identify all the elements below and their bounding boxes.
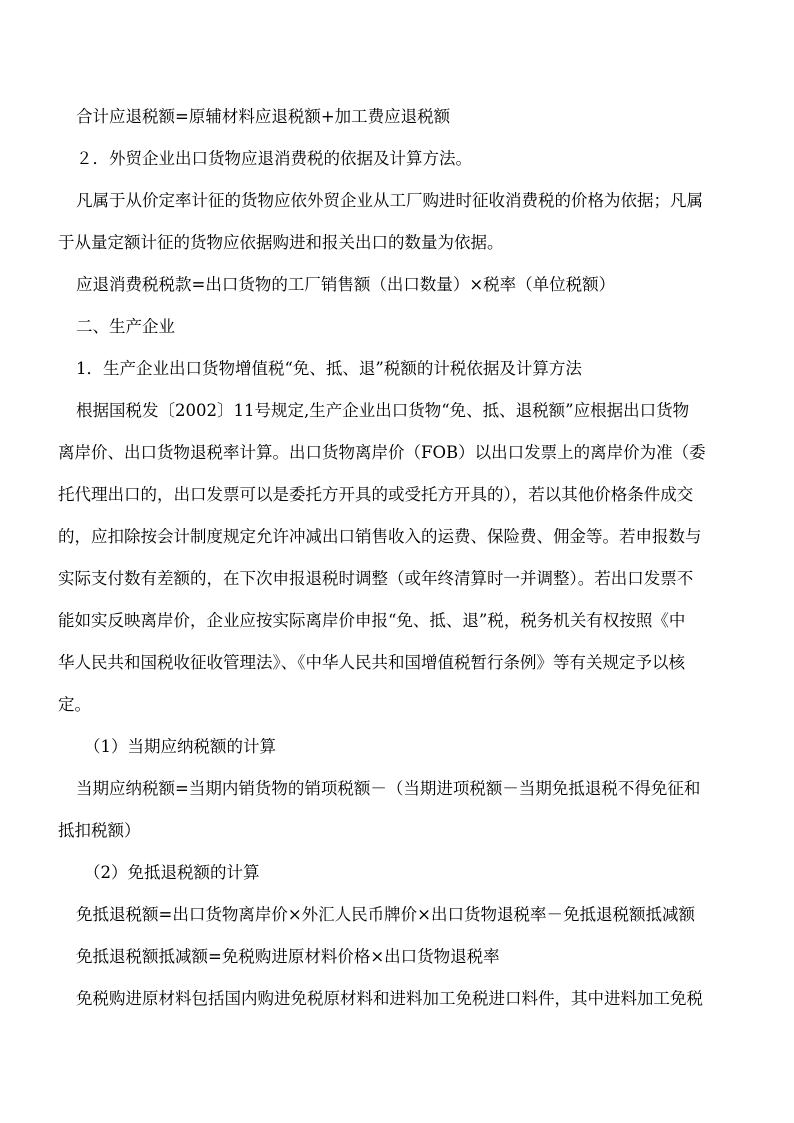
text-line-4: 于从量定额计征的货物应依据购进和报关出口的数量为依据。 bbox=[58, 233, 504, 252]
text-line-10: 托代理出口的，出口发票可以是委托方开具的或受托方开具的），若以其他价格条件成交 bbox=[58, 485, 694, 504]
text-line-14: 华人民共和国税收征收管理法》、《中华人民共和国增值税暂行条例》等有关规定予以核 bbox=[58, 653, 685, 672]
text-line-15: 定。 bbox=[58, 695, 91, 714]
subheading-1: （1）当期应纳税额的计算 bbox=[84, 737, 276, 756]
text-line-2: ２．外贸企业出口货物应退消费税的依据及计算方法。 bbox=[76, 149, 472, 168]
text-line-8: 根据国税发〔2002〕11号规定,生产企业出口货物“免、抵、退税额”应根据出口货物 bbox=[76, 401, 690, 420]
text-line-13: 能如实反映离岸价，企业应按实际离岸价申报“免、抵、退”税，税务机关有权按照《中 bbox=[58, 611, 686, 630]
text-line-21: 免抵退税额抵减额=免税购进原材料价格×出口货物退税率 bbox=[76, 947, 500, 966]
text-line-9: 离岸价、出口货物退税率计算。出口货物离岸价（FOB）以出口发票上的离岸价为准（委 bbox=[58, 443, 706, 462]
text-line-12: 实际支付数有差额的，在下次申报退税时调整（或年终清算时一并调整）。若出口发票不 bbox=[58, 569, 694, 588]
text-line-3: 凡属于从价定率计征的货物应依外贸企业从工厂购进时征收消费税的价格为依据；凡属 bbox=[76, 191, 703, 210]
text-line-1: 合计应退税额=原辅材料应退税额+加工费应退税额 bbox=[76, 107, 451, 126]
text-line-18: 抵扣税额） bbox=[58, 821, 141, 840]
text-line-5: 应退消费税税款=出口货物的工厂销售额（出口数量）×税率（单位税额） bbox=[76, 275, 616, 294]
text-line-7: 1．生产企业出口货物增值税“免、抵、退”税额的计税依据及计算方法 bbox=[76, 359, 582, 378]
subheading-2: （2）免抵退税额的计算 bbox=[84, 863, 260, 882]
section-heading: 二、生产企业 bbox=[76, 317, 175, 336]
text-line-11: 的，应扣除按会计制度规定允许冲减出口销售收入的运费、保险费、佣金等。若申报数与 bbox=[58, 527, 702, 546]
text-line-22: 免税购进原材料包括国内购进免税原材料和进料加工免税进口料件，其中进料加工免税 bbox=[76, 989, 703, 1008]
text-line-20: 免抵退税额=出口货物离岸价×外汇人民币牌价×出口货物退税率－免抵退税额抵减额 bbox=[76, 905, 695, 924]
text-line-17: 当期应纳税额=当期内销货物的销项税额－（当期进项税额－当期免抵退税不得免征和 bbox=[76, 779, 701, 798]
